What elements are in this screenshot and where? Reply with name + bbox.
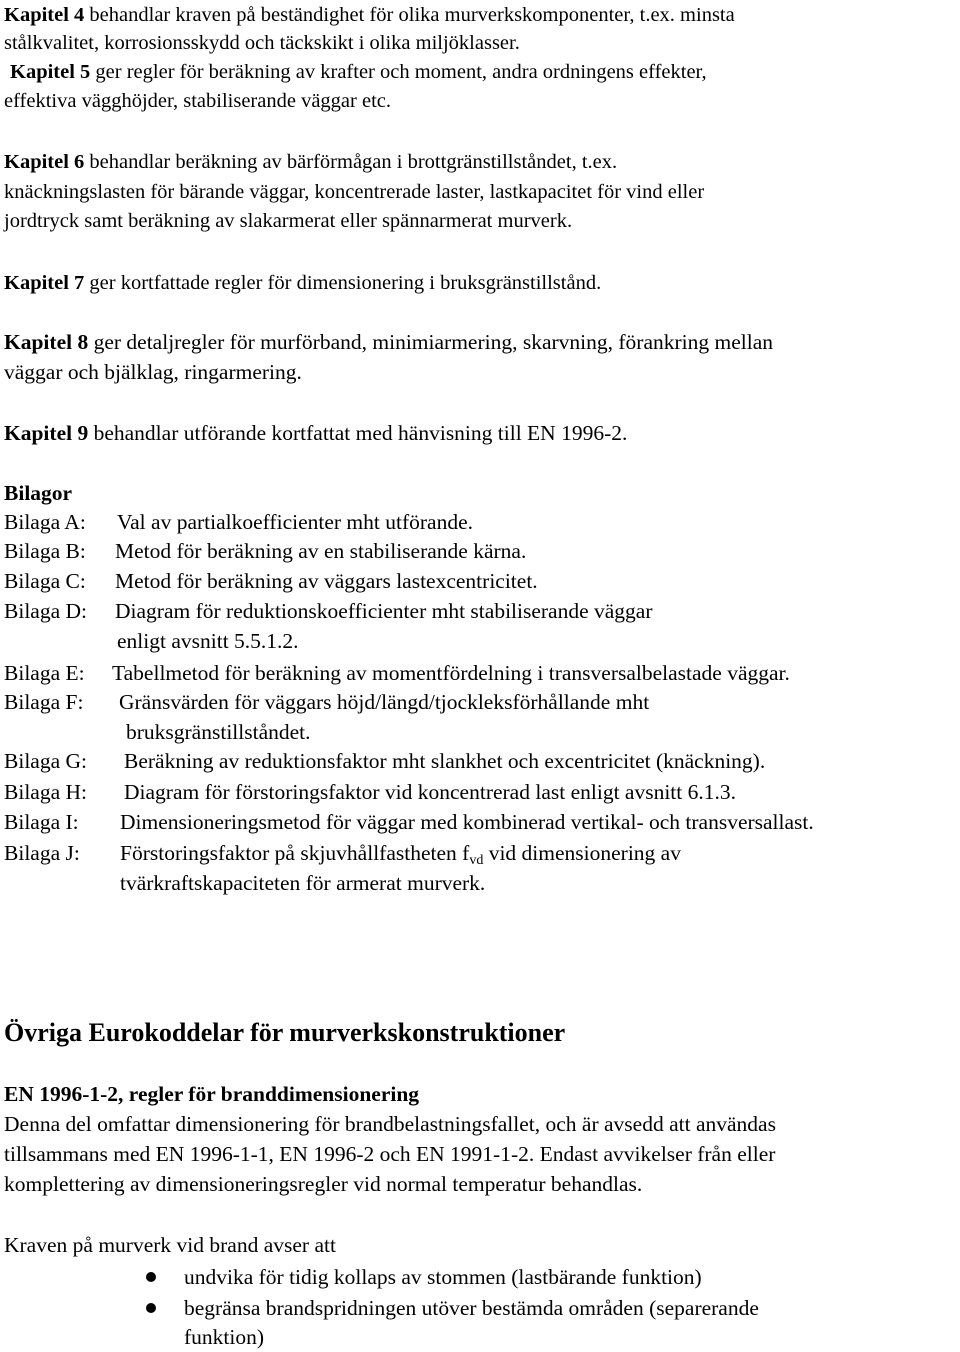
bilaga-j-text-pre: Förstoringsfaktor på skjuvhållfastheten f bbox=[120, 841, 470, 865]
chapter-4-line-2: stålkvalitet, korrosionsskydd och täckskikt i olika miljöklasser. bbox=[4, 32, 520, 54]
bilaga-g-label: Bilaga G: bbox=[4, 749, 87, 773]
bilaga-c-label: Bilaga C: bbox=[4, 569, 86, 593]
chapter-8-line-2: väggar och bjälklag, ringarmering. bbox=[4, 360, 302, 384]
chapter-4-line-1 bbox=[4, 0, 735, 30]
bilaga-b-text: Metod för beräkning av en stabiliserande kärna. bbox=[115, 539, 527, 563]
chapter-7-label: Kapitel 7 bbox=[4, 272, 85, 294]
paragraph-line-2: tillsammans med EN 1996-1-1, EN 1996-2 och EN 1991-1-2. Endast avvikelser från eller bbox=[4, 1142, 776, 1166]
chapter-7-text: ger kortfattade regler för dimensionering i bruksgränstillstånd. bbox=[89, 272, 602, 294]
chapter-7-line-1 bbox=[4, 268, 601, 298]
bilaga-j-text-cont: tvärkraftskapaciteten för armerat murverk. bbox=[120, 871, 486, 895]
paragraph-line-3: komplettering av dimensioneringsregler vid normal temperatur behandlas. bbox=[4, 1172, 643, 1196]
bilaga-i-text: Dimensioneringsmetod för väggar med kombinerad vertikal- och transversallast. bbox=[120, 810, 814, 834]
subsection-heading: EN 1996-1-2, regler för branddimensionering bbox=[4, 1082, 420, 1106]
bilaga-f-label: Bilaga F: bbox=[4, 690, 84, 714]
bullet-item-2: begränsa brandspridningen utöver bestämda områden (separerande bbox=[184, 1296, 759, 1320]
intro-text: Kraven på murverk vid brand avser att bbox=[4, 1233, 336, 1257]
chapter-5-text: ger regler för beräkning av krafter och moment, andra ordningens effekter, bbox=[95, 61, 707, 83]
bilaga-e-text: Tabellmetod för beräkning av momentfördelning i transversalbelastade väggar. bbox=[112, 661, 790, 685]
bilaga-j-text bbox=[120, 838, 681, 868]
chapter-9-label: Kapitel 9 bbox=[4, 421, 89, 445]
chapter-4-text: behandlar kraven på beständighet för olika murverkskomponenter, t.ex. minsta bbox=[89, 4, 735, 26]
chapter-6-label: Kapitel 6 bbox=[4, 151, 85, 173]
chapter-5-line-2: effektiva vägghöjder, stabiliserande väggar etc. bbox=[4, 90, 391, 112]
bilaga-e-label: Bilaga E: bbox=[4, 661, 85, 685]
bilaga-d-text-cont: enligt avsnitt 5.5.1.2. bbox=[117, 629, 299, 653]
chapter-5-line-1 bbox=[10, 57, 707, 87]
bilaga-d-text: Diagram för reduktionskoefficienter mht stabiliserande väggar bbox=[115, 599, 653, 623]
bilaga-h-text: Diagram för förstoringsfaktor vid koncentrerad last enligt avsnitt 6.1.3. bbox=[124, 780, 736, 804]
chapter-6-line-1 bbox=[4, 147, 617, 177]
bilaga-a-text: Val av partialkoefficienter mht utförande. bbox=[117, 510, 473, 534]
bilaga-h-label: Bilaga H: bbox=[4, 780, 87, 804]
bilaga-f-text-cont: bruksgränstillståndet. bbox=[126, 720, 311, 744]
section-heading: Övriga Eurokoddelar för murverkskonstruktioner bbox=[4, 1018, 566, 1047]
chapter-4-label: Kapitel 4 bbox=[4, 4, 85, 26]
bilaga-j-text-post: vid dimensionering av bbox=[483, 841, 681, 865]
chapter-5-label: Kapitel 5 bbox=[10, 61, 91, 83]
bullet-item-2-cont: funktion) bbox=[184, 1325, 265, 1349]
chapter-8-label: Kapitel 8 bbox=[4, 330, 89, 354]
chapter-6-text: behandlar beräkning av bärförmågan i brottgränstillståndet, t.ex. bbox=[89, 151, 618, 173]
bilaga-g-text: Beräkning av reduktionsfaktor mht slankhet och excentricitet (knäckning). bbox=[124, 749, 766, 773]
bilaga-d-label: Bilaga D: bbox=[4, 599, 87, 623]
bilagor-heading: Bilagor bbox=[4, 481, 73, 505]
bullet-item-1: undvika för tidig kollaps av stommen (lastbärande funktion) bbox=[184, 1265, 702, 1289]
chapter-6-line-2: knäckningslasten för bärande väggar, koncentrerade laster, lastkapacitet för vind eller bbox=[4, 181, 705, 203]
bullet-icon bbox=[146, 1272, 156, 1282]
chapter-9-text: behandlar utförande kortfattat med hänvisning till EN 1996-2. bbox=[93, 421, 628, 445]
bilaga-c-text: Metod för beräkning av väggars lastexcentricitet. bbox=[115, 569, 538, 593]
chapter-8-line-1 bbox=[4, 327, 773, 357]
bilaga-j-label: Bilaga J: bbox=[4, 841, 80, 865]
chapter-6-line-3: jordtryck samt beräkning av slakarmerat eller spännarmerat murverk. bbox=[4, 210, 573, 232]
bilaga-j-subscript: vd bbox=[469, 853, 484, 868]
bilaga-a-label: Bilaga A: bbox=[4, 510, 86, 534]
paragraph-line-1: Denna del omfattar dimensionering för brandbelastningsfallet, och är avsedd att användas bbox=[4, 1112, 776, 1136]
bilaga-b-label: Bilaga B: bbox=[4, 539, 86, 563]
chapter-8-text: ger detaljregler för murförband, minimiarmering, skarvning, förankring mellan bbox=[93, 330, 774, 354]
bilaga-i-label: Bilaga I: bbox=[4, 810, 79, 834]
bullet-icon bbox=[146, 1303, 156, 1313]
chapter-9-line-1 bbox=[4, 418, 627, 448]
bilaga-f-text: Gränsvärden för väggars höjd/längd/tjockleksförhållande mht bbox=[119, 690, 650, 714]
